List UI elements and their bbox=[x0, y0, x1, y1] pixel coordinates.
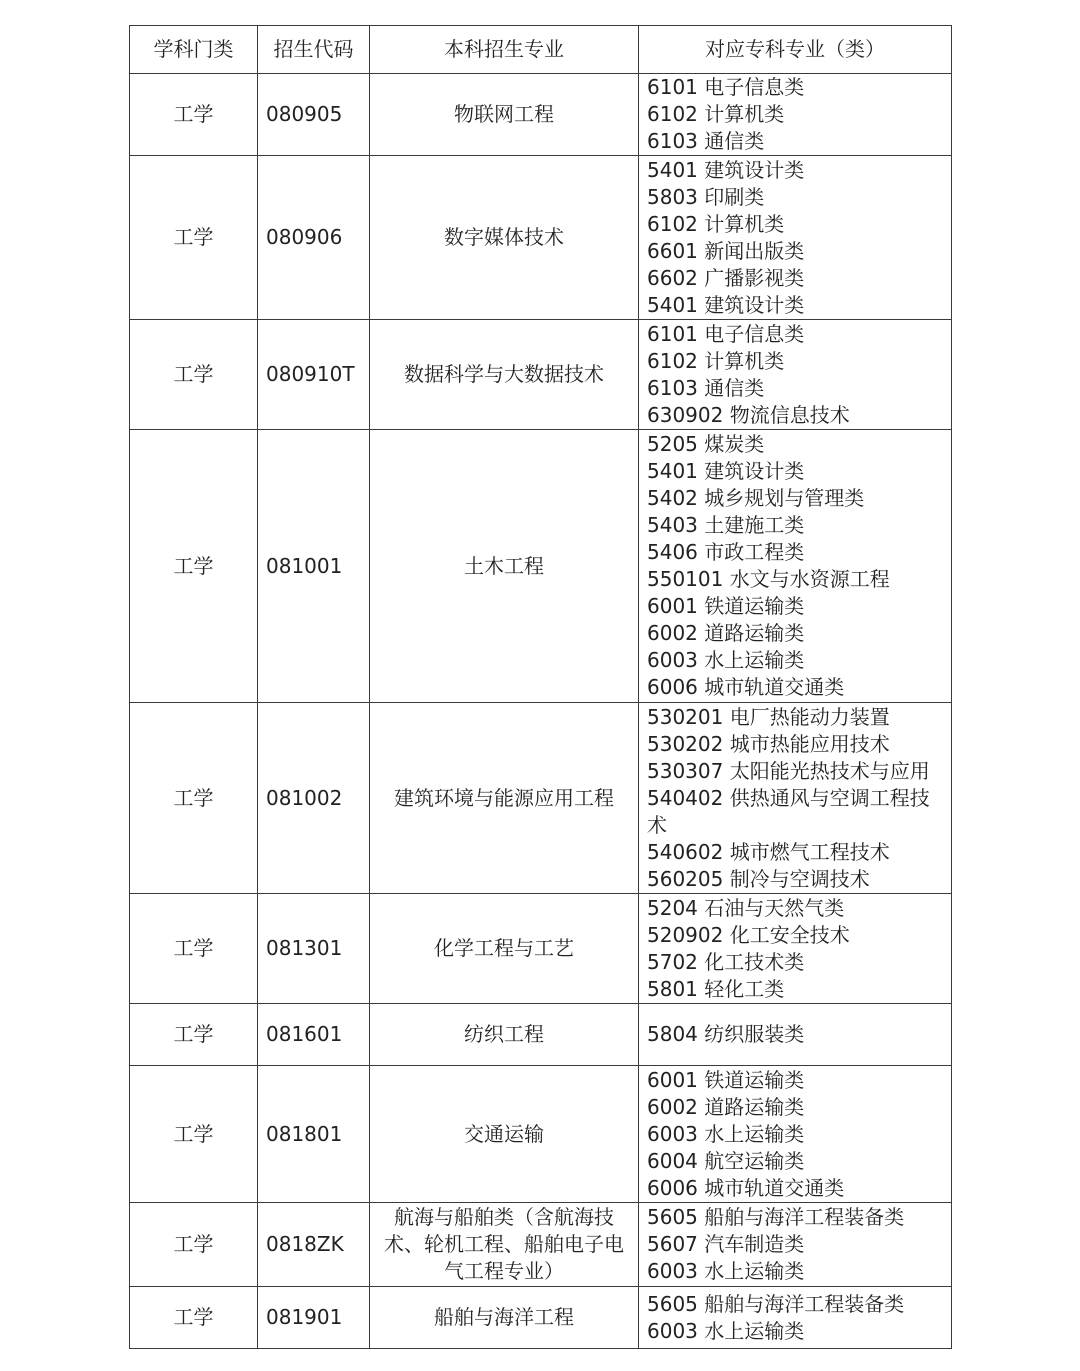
related-major-item: 6101 电子信息类 bbox=[647, 75, 805, 99]
related-major-item: 560205 制冷与空调技术 bbox=[647, 866, 870, 891]
cell-related-majors bbox=[639, 1203, 952, 1287]
cell-related-majors bbox=[639, 156, 952, 320]
related-major-item: 550101 水文与水资源工程 bbox=[647, 567, 890, 591]
header-row bbox=[130, 26, 952, 74]
related-major-item: 5403 土建施工类 bbox=[647, 513, 805, 537]
related-major-item: 6003 水上运输类 bbox=[647, 648, 805, 672]
related-major-item: 5204 石油与天然气类 bbox=[647, 895, 845, 920]
cell-category: 工学 bbox=[130, 1004, 258, 1066]
cell-major: 船舶与海洋工程 bbox=[370, 1287, 639, 1349]
related-major-item: 520902 化工安全技术 bbox=[647, 922, 850, 947]
related-major-item: 6102 计算机类 bbox=[647, 348, 785, 373]
related-major-item: 6602 广播影视类 bbox=[647, 265, 805, 290]
cell-code: 081002 bbox=[258, 703, 370, 894]
cell-code: 081801 bbox=[258, 1066, 370, 1203]
related-major-item: 5205 煤炭类 bbox=[647, 432, 765, 456]
related-major-item: 6001 铁道运输类 bbox=[647, 1067, 805, 1092]
cell-code: 080905 bbox=[258, 74, 370, 156]
cell-category: 工学 bbox=[130, 894, 258, 1004]
related-major-item: 6103 通信类 bbox=[647, 375, 765, 400]
major-mapping-table bbox=[129, 25, 952, 1349]
cell-related-majors bbox=[639, 1287, 952, 1349]
header-related: 对应专科专业（类） bbox=[639, 26, 952, 74]
header-major: 本科招生专业 bbox=[370, 26, 639, 74]
header-code: 招生代码 bbox=[258, 26, 370, 74]
related-major-item: 6003 水上运输类 bbox=[647, 1318, 805, 1343]
cell-major: 建筑环境与能源应用工程 bbox=[370, 703, 639, 894]
cell-related-majors bbox=[639, 703, 952, 894]
cell-related-majors bbox=[639, 320, 952, 430]
related-major-item: 540402 供热通风与空调工程技术 bbox=[647, 785, 930, 837]
related-major-item: 6001 铁道运输类 bbox=[647, 594, 805, 618]
related-major-item: 540602 城市燃气工程技术 bbox=[647, 839, 890, 864]
cell-major: 土木工程 bbox=[370, 430, 639, 703]
table-row bbox=[130, 1287, 952, 1349]
cell-major: 数字媒体技术 bbox=[370, 156, 639, 320]
related-major-item: 5402 城乡规划与管理类 bbox=[647, 486, 865, 510]
related-major-item: 6101 电子信息类 bbox=[647, 321, 805, 346]
cell-category: 工学 bbox=[130, 156, 258, 320]
related-major-item: 5803 印刷类 bbox=[647, 184, 765, 209]
cell-code: 081001 bbox=[258, 430, 370, 703]
related-major-item: 6002 道路运输类 bbox=[647, 621, 805, 645]
related-major-item: 6006 城市轨道交通类 bbox=[647, 1175, 845, 1200]
cell-category: 工学 bbox=[130, 430, 258, 703]
related-major-item: 6102 计算机类 bbox=[647, 102, 785, 126]
related-major-item: 5607 汽车制造类 bbox=[647, 1232, 805, 1256]
related-major-item: 530202 城市热能应用技术 bbox=[647, 731, 890, 756]
header-category: 学科门类 bbox=[130, 26, 258, 74]
table-row bbox=[130, 703, 952, 894]
cell-code: 0818ZK bbox=[258, 1203, 370, 1287]
cell-category: 工学 bbox=[130, 320, 258, 430]
related-major-item: 6003 水上运输类 bbox=[647, 1121, 805, 1146]
related-major-item: 6002 道路运输类 bbox=[647, 1094, 805, 1119]
cell-category: 工学 bbox=[130, 1287, 258, 1349]
table-row bbox=[130, 894, 952, 1004]
cell-category: 工学 bbox=[130, 74, 258, 156]
cell-major: 航海与船舶类（含航海技术、轮机工程、船舶电子电气工程专业） bbox=[370, 1203, 639, 1287]
table-row bbox=[130, 1004, 952, 1066]
cell-category: 工学 bbox=[130, 1066, 258, 1203]
related-major-item: 530201 电厂热能动力装置 bbox=[647, 704, 890, 729]
cell-category: 工学 bbox=[130, 703, 258, 894]
related-major-item: 630902 物流信息技术 bbox=[647, 402, 850, 427]
related-major-item: 5401 建筑设计类 bbox=[647, 157, 805, 182]
related-major-item: 5702 化工技术类 bbox=[647, 949, 805, 974]
related-major-item: 5401 建筑设计类 bbox=[647, 292, 805, 317]
related-major-item: 6003 水上运输类 bbox=[647, 1259, 805, 1283]
related-major-item: 5605 船舶与海洋工程装备类 bbox=[647, 1291, 905, 1316]
related-major-item: 5804 纺织服装类 bbox=[647, 1022, 805, 1046]
cell-related-majors bbox=[639, 894, 952, 1004]
cell-major: 数据科学与大数据技术 bbox=[370, 320, 639, 430]
table-row bbox=[130, 156, 952, 320]
related-major-item: 6103 通信类 bbox=[647, 129, 765, 153]
related-major-item: 6102 计算机类 bbox=[647, 211, 785, 236]
cell-code: 080910T bbox=[258, 320, 370, 430]
related-major-item: 5605 船舶与海洋工程装备类 bbox=[647, 1205, 905, 1229]
cell-code: 081901 bbox=[258, 1287, 370, 1349]
cell-code: 081301 bbox=[258, 894, 370, 1004]
cell-related-majors bbox=[639, 1004, 952, 1066]
related-major-item: 6004 航空运输类 bbox=[647, 1148, 805, 1173]
cell-code: 080906 bbox=[258, 156, 370, 320]
cell-related-majors bbox=[639, 430, 952, 703]
table-row bbox=[130, 74, 952, 156]
related-major-item: 530307 太阳能光热技术与应用 bbox=[647, 758, 930, 783]
related-major-item: 5401 建筑设计类 bbox=[647, 459, 805, 483]
cell-related-majors bbox=[639, 74, 952, 156]
related-major-item: 6601 新闻出版类 bbox=[647, 238, 805, 263]
cell-related-majors bbox=[639, 1066, 952, 1203]
table-row bbox=[130, 1066, 952, 1203]
related-major-item: 5801 轻化工类 bbox=[647, 976, 785, 1001]
cell-major: 纺织工程 bbox=[370, 1004, 639, 1066]
cell-major: 交通运输 bbox=[370, 1066, 639, 1203]
related-major-item: 6006 城市轨道交通类 bbox=[647, 675, 845, 699]
cell-category: 工学 bbox=[130, 1203, 258, 1287]
cell-major: 物联网工程 bbox=[370, 74, 639, 156]
cell-code: 081601 bbox=[258, 1004, 370, 1066]
cell-major: 化学工程与工艺 bbox=[370, 894, 639, 1004]
table-row bbox=[130, 320, 952, 430]
related-major-item: 5406 市政工程类 bbox=[647, 540, 805, 564]
table-row bbox=[130, 1203, 952, 1287]
table-row bbox=[130, 430, 952, 703]
